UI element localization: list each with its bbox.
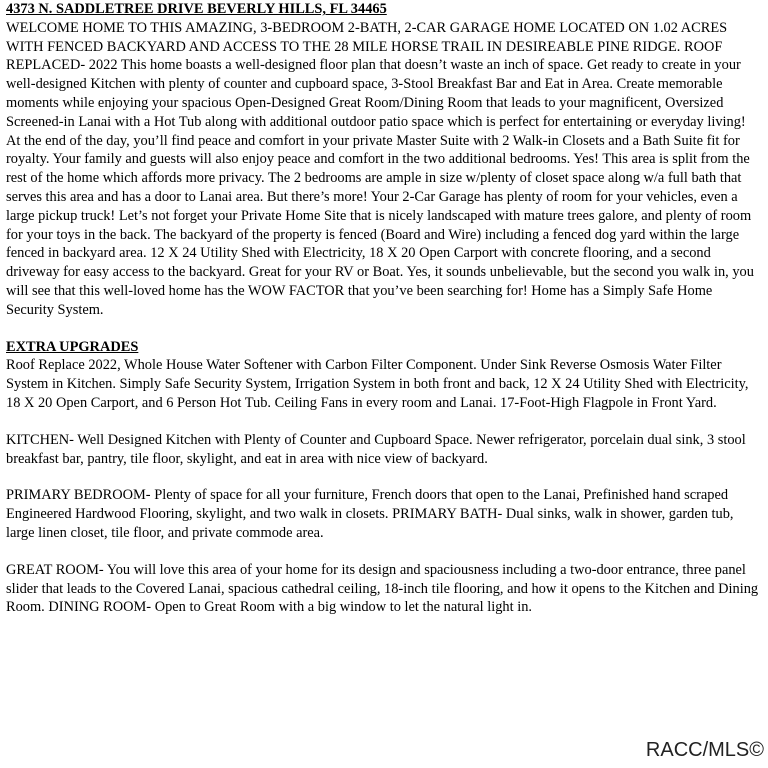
property-address-title: 4373 N. SADDLETREE DRIVE BEVERLY HILLS, FL 34465 [6,1,387,17]
primary-bedroom-paragraph: PRIMARY BEDROOM- Plenty of space for all your furniture, French doors that open to the Lanai, Prefinished hand scraped Engineered Hardwood Flooring, skylight, and two walk in closets. PRIMARY BATH- Dual sinks, walk in shower, garden tub, large linen closet, tile floor, and private commode area. [6,487,734,541]
great-room-paragraph: GREAT ROOM- You will love this area of your home for its design and spaciousness including a two-door entrance, three panel slider that leads to the Covered Lanai, spacious cathedral ceiling, 18-inch tile flooring, and how it opens to the Kitchen and Dining Room. DINING ROOM- Open to Great Room with a big window to let the natural light in. [6,561,759,616]
mls-watermark: RACC/MLS© [645,739,764,761]
kitchen-paragraph: KITCHEN- Well Designed Kitchen with Plenty of Counter and Cupboard Space. Newer refrigerator, porcelain dual sink, 3 stool breakfast bar, pantry, tile floor, skylight, and eat in area with nice view of backyard. [6,431,746,467]
extra-upgrades-heading: EXTRA UPGRADES [6,338,139,355]
extra-upgrades-paragraph: Roof Replace 2022, Whole House Water Softener with Carbon Filter Component. Under Sink Reverse Osmosis Water Filter System in Kitchen. Simply Safe Security System, Irrigation System in both front and back, 12 X 24 Utility Shed with Electricity, 18 X 20 Open Carport, and 6 Person Hot Tub. Ceiling Fans in every room and Lanai. 17-Foot-High Flagpole in Front Yard. [6,357,749,411]
intro-paragraph: WELCOME HOME TO THIS AMAZING, 3-BEDROOM 2-BATH, 2-CAR GARAGE HOME LOCATED ON 1.02 ACRES WITH FENCED BACKYARD AND ACCESS TO THE 28 MILE HORSE TRAIL IN DESIREABLE PINE RIDGE. ROOF REPLACED- 2022 This home boasts a well-designed floor plan that doesn’t waste an inch of space. Get ready to create in your well-designed Kitchen with plenty of counter and cupboard space, 3-Stool Breakfast Bar and Eat in Area. Create memorable moments while enjoying your spacious Open-Designed Great Room/Dining Room that leads to your magnificent, Oversized Screened-in Lanai with a Hot Tub along with additional outdoor patio space which is perfect for entertaining or everyday living! At the end of the day, you’ll find peace and comfort in your private Master Suite with 2 Walk-in Closets and a Bath Suite fit for royalty. Your family and guests will also enjoy peace and comfort in the two additional bedrooms. Yes! This area is split from the rest of the home which affords more privacy. The 2 bedrooms are ample in size w/plenty of closet space along w/a full bath that serves this area and has a door to Lanai area. But there’s more! Your 2-Car Garage has plenty of room for your vehicles, even a large pickup truck! Let’s not forget your Private Home Site that is nicely landscaped with mature trees galore, and plenty of room for your toys in the back. The backyard of the property is fenced (Board and Wire) including a fenced dog yard within the large fenced in backyard area. 12 X 24 Utility Shed with Electricity, 18 X 20 Open Carport with concrete flooring, and a second driveway for easy access to the backyard. Great for your RV or Boat. Yes, it sounds unbelievable, but the second you walk in, you will see that this well-loved home has the WOW FACTOR that you’ve been searching for! Home has a Simply Safe Home Security System. [6,19,754,318]
document-page [6,0,762,617]
